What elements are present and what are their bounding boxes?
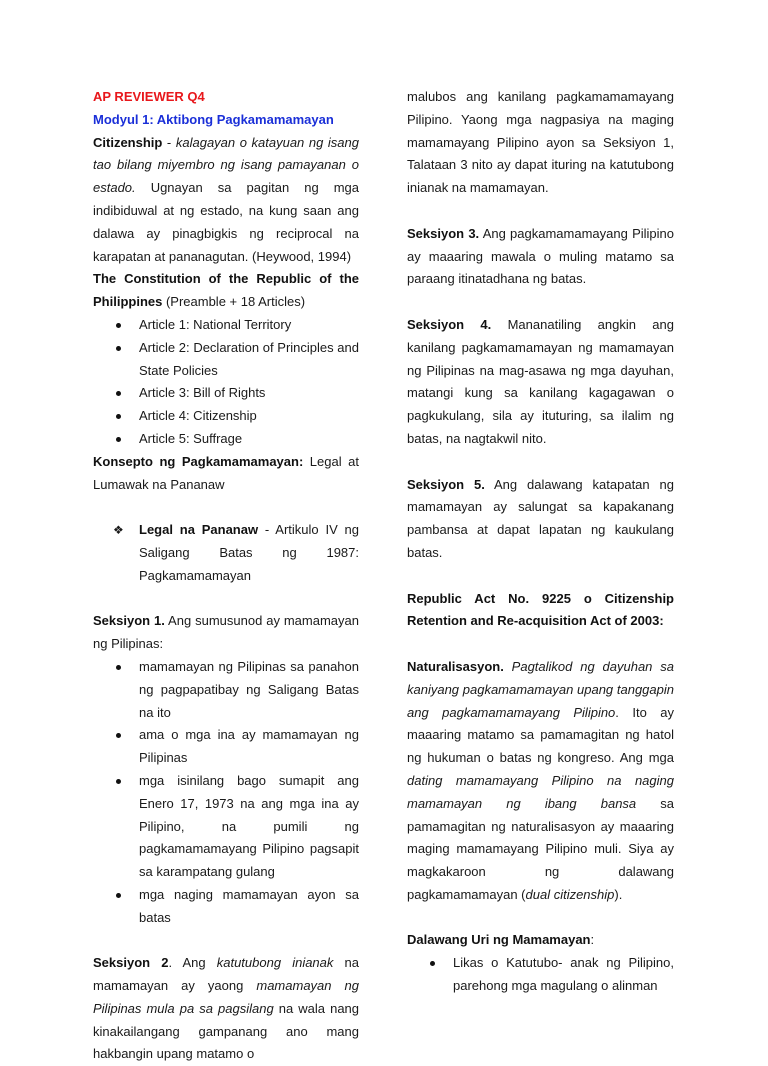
- bullet-icon: [116, 323, 121, 328]
- articles-list: [93, 314, 359, 451]
- bullet-icon: [116, 346, 121, 351]
- bullet-icon: [116, 414, 121, 419]
- list-item: Article 2: Declaration of Principles and State Policies: [93, 337, 359, 383]
- citizenship-definition: kalagayan o katayuan ng isang tao bilang miyembro ng isang pamayanan o estado.: [93, 134, 360, 196]
- dalawang-uri-list: [407, 952, 674, 998]
- seksiyon-2-continued: malubos ang kanilang pagkamamamayang Pilipino. Yaong mga nagpasiya na maging mamamayang Pilipino ayon sa Seksiyon 1, Talataan 3 nito ay dapat ituring na katutubong inianak na mamamayan.: [407, 89, 674, 196]
- citizenship-explanation: Ugnayan sa pagitan ng mga indibiduwal at ng estado, na kung saan ang dalawa ay pinagbigkis ng reciprocal na karapatan at pananagutan. (Heywood, 1994): [93, 180, 359, 264]
- bullet-icon: [430, 961, 435, 966]
- right-column: [407, 86, 674, 998]
- dalawang-uri-heading: Dalawang Uri ng Mamamayan:: [407, 932, 595, 948]
- list-item: Likas o Katutubo- anak ng Pilipino, parehong mga magulang o alinman: [407, 952, 674, 998]
- seksiyon-1: Seksiyon 1. Ang sumusunod ay mamamayan ng Pilipinas:: [93, 613, 359, 652]
- left-column: [93, 86, 359, 1066]
- bullet-icon: [116, 779, 121, 784]
- list-item: mamamayan ng Pilipinas sa panahon ng pagpapatibay ng Saligang Batas na ito: [93, 656, 359, 724]
- list-item: ❖ Legal na Pananaw - Artikulo IV ng Saligang Batas ng 1987: Pagkamamamayan: [93, 519, 359, 587]
- diamond-bullet-icon: ❖: [113, 523, 124, 538]
- bullet-icon: [116, 893, 121, 898]
- seksiyon-4: Seksiyon 4. Mananatiling angkin ang kanilang pagkamamamayan ng mamamayan ng Pilipinas na mag-asawa ng mga dayuhan, matangi kung sa kanilang kagagawan o pagkukulang, sila ay ituturing, sa ilalim ng batas, na nagtakwil nito.: [407, 316, 674, 446]
- seksiyon-3: Seksiyon 3. Ang pagkamamamayang Pilipino ay maaaring mawala o muling matamo sa paraang itinatadhana ng batas.: [407, 225, 674, 287]
- list-item: Article 1: National Territory: [93, 314, 359, 337]
- bullet-icon: [116, 391, 121, 396]
- constitution-heading: The Constitution of the Republic of the Philippines (Preamble + 18 Articles): [93, 271, 359, 310]
- citizenship-paragraph: Citizenship - kalagayan o katayuan ng isang tao bilang miyembro ng isang pamayanan o estado. Ugnayan sa pagitan ng mga indibiduwal at ng estado, na kung saan ang dalawa ay pinagbigkis ng reciprocal na karapatan at pananagutan. (Heywood, 1994): [93, 134, 360, 264]
- list-item: mga isinilang bago sumapit ang Enero 17, 1973 na ang mga ina ay Pilipino, na pumili ng pagkamamamayang Pilipino pagsapit sa karampatang gulang: [93, 770, 359, 884]
- module-title: Modyul 1: Aktibong Pagkamamamayan: [93, 111, 334, 127]
- bullet-icon: [116, 733, 121, 738]
- seksiyon-1-list: [93, 656, 359, 930]
- citizenship-term: Citizenship: [93, 134, 163, 150]
- list-item: Article 3: Bill of Rights: [93, 382, 359, 405]
- list-item: Article 4: Citizenship: [93, 405, 359, 428]
- bullet-icon: [116, 437, 121, 442]
- legal-list: [93, 519, 359, 587]
- list-item: ama o mga ina ay mamamayan ng Pilipinas: [93, 724, 359, 770]
- reviewer-title: AP REVIEWER Q4: [93, 89, 205, 104]
- konsepto-heading: Konsepto ng Pagkamamamayan: Legal at Lumawak na Pananaw: [93, 453, 359, 492]
- seksiyon-2: Seksiyon 2. Ang katutubong inianak na mamamayan ay yaong mamamayan ng Pilipinas mula pa sa pagsilang na wala nang kinakailangang gampanang ano mang hakbangin upang matamo o: [93, 955, 360, 1062]
- bullet-icon: [116, 665, 121, 670]
- list-item: Article 5: Suffrage: [93, 428, 359, 451]
- list-item: mga naging mamamayan ayon sa batas: [93, 884, 359, 930]
- naturalisasyon-paragraph: Naturalisasyon. Pagtalikod ng dayuhan sa kaniyang pagkamamamayan upang tanggapin ang pagkamamamayang Pilipino. Ito ay maaaring matamo sa pamamagitan ng hatol ng hukuman o batas ng kongreso. Ang mga dating mamamayang Pilipino na naging mamamayan ng ibang bansa sa pamamagitan ng naturalisasyon ay maaaring maging mamamayang Pilipino muli. Siya ay magkakaroon ng dalawang pagkamamamayan (dual citizenship).: [407, 658, 674, 902]
- republic-act-heading: Republic Act No. 9225 o Citizenship Retention and Re-acquisition Act of 2003:: [407, 590, 674, 629]
- seksiyon-5: Seksiyon 5. Ang dalawang katapatan ng mamamayan ay salungat sa kapakanang pambansa at dapat lapatan ng kaukulang batas.: [407, 476, 674, 560]
